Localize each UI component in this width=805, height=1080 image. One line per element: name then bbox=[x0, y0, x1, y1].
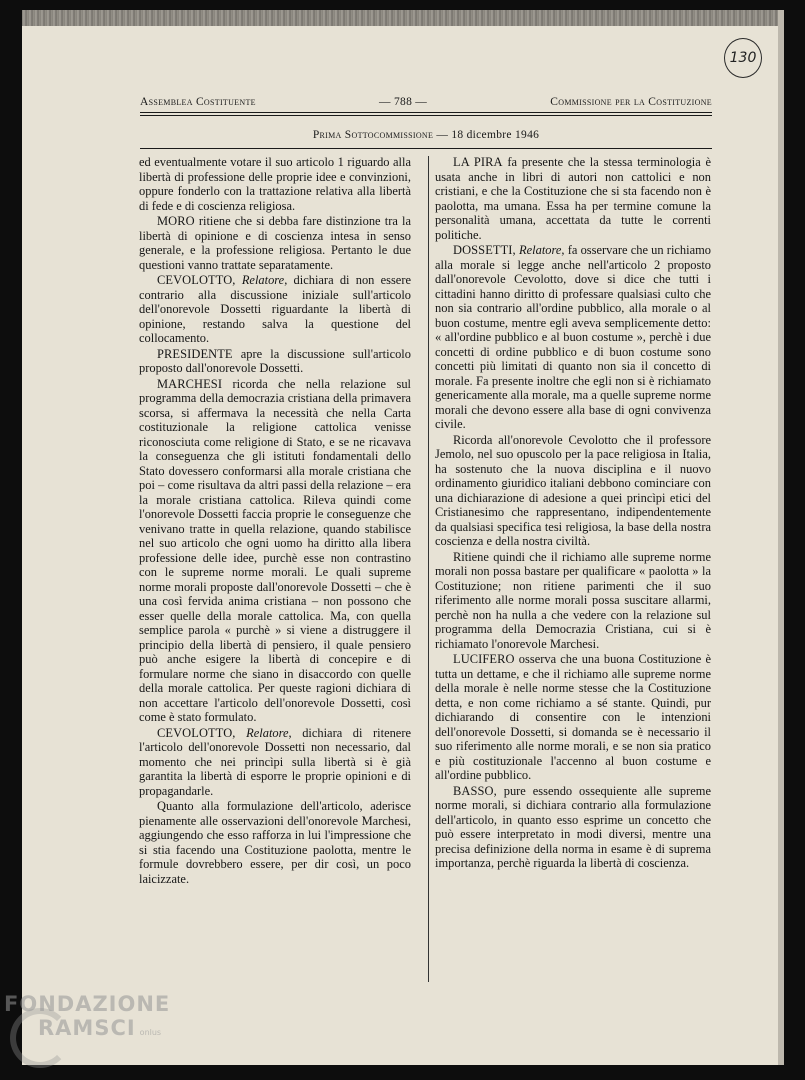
speaker-name: MARCHESI bbox=[157, 376, 223, 391]
archive-page-number-stamp: 130 bbox=[724, 38, 762, 78]
speaker-name: PRESIDENTE bbox=[157, 346, 233, 361]
header-rule-thin bbox=[140, 115, 712, 116]
left-column bbox=[139, 155, 411, 887]
speaker-name: LUCIFERO bbox=[453, 652, 515, 666]
paragraph bbox=[435, 243, 711, 432]
paragraph-text: osserva che una buona Costituzione è tutta un dettame, e che il richiamo alle supreme norme della morale è nelle norme stesse che la Costituzione detta, e non come richiamo a sé stante. Quindi, pur dichiarando di consentire con le intenzioni dell'onorevole Dossetti, si domanda se è necessario il suo riferimento alle norme morali, e se non sia pratico e più costituzionale l'accenno al buon costume e all'ordine pubblico. bbox=[435, 652, 711, 782]
paragraph bbox=[139, 377, 411, 725]
header-page-number: — 788 — bbox=[379, 96, 428, 108]
paragraph: Ritiene quindi che il richiamo alle supreme norme morali non possa bastare per qualificare « paolotta » la Costituzione; non ritiene parimenti che il suo riferimento alle norme morali possa suscitare allarmi, perchè non ha nulla a che vedere con la relazione sul programma della Democrazia Cristiana, cui si è richiamato l'onorevole Marchesi. bbox=[435, 549, 711, 651]
speaker-name: LA PIRA bbox=[453, 155, 503, 169]
paragraph-text: , dichiara di ritenere l'articolo dell'onorevole Dossetti non necessario, dal momento che nei princìpi sulla libertà si è già garantita la libertà di esporre le proprie opinioni e di propagandarle. bbox=[139, 725, 411, 798]
running-header bbox=[140, 96, 712, 108]
watermark-onlus: onlus bbox=[139, 1028, 162, 1037]
speaker-name: MORO bbox=[157, 214, 195, 228]
paragraph: Ricorda all'onorevole Cevolotto che il professore Jemolo, nel suo opuscolo per la pace religiosa in Italia, ha sostenuto che la nuova disciplina e il nuovo ordinamento giuridico italiani debbono cominciare con una dichiarazione di adesione a quei princìpi etici del Cristianesimo che rappresentano, indipendentemente da qualsiasi specifica tesi religiosa, la base della nostra coscienza e della nostra civiltà. bbox=[435, 432, 711, 548]
speaker-role: Relatore bbox=[241, 273, 285, 287]
subtitle-date: — 18 dicembre 1946 bbox=[433, 129, 540, 141]
paragraph-text: fa presente che la stessa terminologia è usata anche in libri di autori non cattolici e non cristiani, e che la Costituzione che si sta facendo non è paolotta, ma umana. Essa ha per termine comune la personalità umana, accettata da tutte le correnti politiche. bbox=[435, 155, 711, 242]
paragraph bbox=[435, 155, 711, 242]
paragraph-text: ritiene che si debba fare distinzione tra la libertà di opinione e di coscienza intesa in senso generale, e la professione religiosa. Pertanto le due questioni vanno trattate separatamente. bbox=[139, 214, 411, 272]
subtitle-rule bbox=[140, 148, 712, 149]
paragraph-text: , dichiara di non essere contrario alla discussione iniziale sull'articolo dell'onorevole Dossetti riguardante la libertà di opinione, restando salva la questione del collocamento. bbox=[139, 273, 411, 345]
speaker-name: BASSO, bbox=[453, 783, 497, 798]
paragraph bbox=[139, 214, 411, 272]
speaker-name: DOSSETTI, bbox=[453, 243, 520, 257]
paragraph bbox=[139, 726, 411, 799]
watermark-g-logo-icon bbox=[10, 1008, 70, 1068]
page-top-edge bbox=[22, 10, 784, 26]
speaker-name: CEVOLOTTO, bbox=[157, 273, 242, 287]
paragraph-text: apre la discussione sull'articolo proposto dall'onorevole Dossetti. bbox=[139, 346, 411, 375]
right-column bbox=[435, 155, 711, 872]
archive-watermark bbox=[4, 992, 170, 1045]
document-page bbox=[22, 10, 784, 1065]
page-right-edge bbox=[778, 10, 784, 1065]
header-rule-thick bbox=[140, 112, 712, 113]
session-subtitle bbox=[140, 129, 712, 141]
subtitle-committee: Prima Sottocommissione bbox=[312, 129, 434, 141]
paragraph bbox=[435, 784, 711, 871]
paragraph: ed eventualmente votare il suo articolo 1 riguardo alla libertà di professione delle proprie idee e convinzioni, oppure fonderlo con la trattazione relativa alla libertà di fede e di coscienza religiosa. bbox=[139, 155, 411, 213]
paragraph-text: , fa osservare che un richiamo alla morale si legge anche nell'articolo 2 proposto dall'onorevole Cevolotto, dove si dice che tutti i cittadini hanno diritto di professare qualsiasi culto che non sia contrario all'ordine pubblico, alla morale o al buon costume, mentre egli aveva semplicemente detto: « all'ordine pubblico e al buon costume », perchè i due concetti di ordine pubblico e di buon costume sono concetti più limitati di quanto non sia il concetto di morale. Fa presente inoltre che egli non si è richiamato genericamente alla morale, ma a quelle supreme norme morali che devono essere alla base di ogni convivenza civile. bbox=[435, 243, 712, 431]
speaker-name: CEVOLOTTO, bbox=[157, 725, 247, 740]
paragraph bbox=[139, 273, 411, 346]
paragraph-text: pure essendo ossequiente alle supreme norme morali, si dichiara contrario alla formulazione dell'articolo, in quanto esso esprime un concetto che può essere interpretato in modi diversi, mentre una precisa definizione della norma in esame è di suprema importanza, perchè riguarda la libertà di coscienza. bbox=[435, 783, 711, 870]
paragraph bbox=[139, 347, 411, 376]
watermark-line2-text: RAMSCI bbox=[38, 1016, 136, 1040]
header-left: Assemblea Costituente bbox=[140, 96, 256, 108]
paragraph: Quanto alla formulazione dell'articolo, aderisce pienamente alle osservazioni dell'onorevole Marchesi, aggiungendo che esso rafforza in lui l'impressione che si stia facendo una Costituzione paolotta, mentre le formule dovrebbero essere, per dir così, un poco laicizzate. bbox=[139, 799, 411, 886]
speaker-role: Relatore bbox=[246, 725, 289, 740]
header-right: Commissione per la Costituzione bbox=[550, 96, 712, 108]
paragraph bbox=[435, 652, 711, 783]
paragraph-text: ricorda che nella relazione sul programma della democrazia cristiana della primavera scorsa, si affermava la necessità che nella Carta costituzionale la religione cattolica venisse riconosciuta come religione di Stato, e se ne ricavava la conseguenza che gli istituti fondamentali dello Stato dovessero conformarsi alla morale cristiana che poi – come risultava da altri passi della relazione – era la morale cristiana cattolica. Rileva quindi come l'onorevole Dossetti faccia proprie le conseguenze che venivano tratte in quella relazione, quando stabilisce nel suo articolo che ogni uomo ha diritto alla libera professione delle idee, purchè esse non contrastino con le supreme norme morali. Le quali supreme norme morali proposte dall'onorevole Dossetti – che è una così fervida anima cristiana – non possono che esser quelle della morale cattolica. Ma, con quella semplice parola « purchè » si viene a distruggere il principio della libertà di pensiero, il quale pensiero può anche esigere la libertà di concepire e di formulare norme che siano in disaccordo con quelle della morale cattolica. Per queste ragioni dichiara di non accettare l'articolo dell'onorevole Dossetti, così come è stato formulato. bbox=[139, 376, 411, 724]
speaker-role: Relatore bbox=[519, 243, 562, 257]
watermark-line1: FONDAZIONE bbox=[4, 992, 171, 1016]
column-divider bbox=[428, 156, 429, 982]
